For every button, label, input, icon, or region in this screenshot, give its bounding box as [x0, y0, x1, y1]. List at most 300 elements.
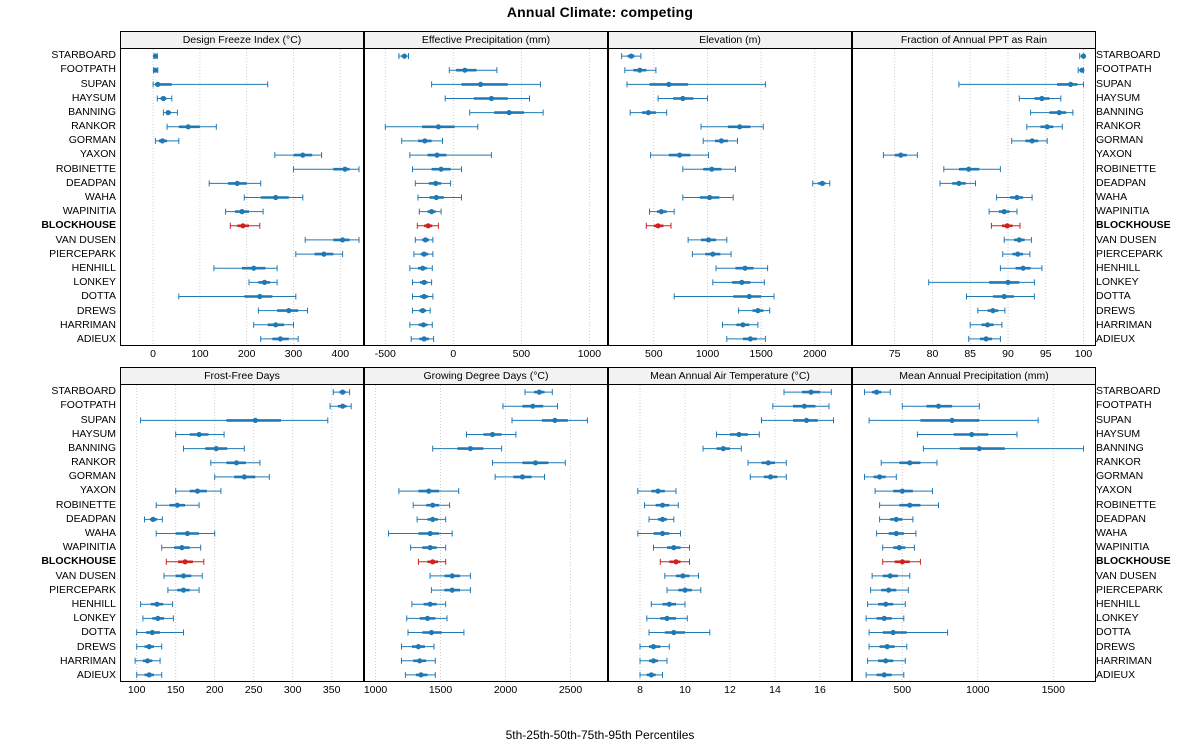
box-row — [137, 630, 184, 636]
box-row — [713, 279, 765, 285]
x-axis — [853, 685, 1095, 701]
box-row — [649, 630, 710, 636]
site-label: ADIEUX — [76, 332, 116, 345]
axis-tick-label: 1500 — [428, 684, 453, 696]
box-row — [525, 389, 552, 395]
axis-tick-label: 0 — [150, 348, 157, 360]
box-row — [164, 573, 202, 579]
box-row — [703, 446, 741, 452]
axis-tick-label: 100 — [127, 684, 146, 696]
box-row — [214, 265, 277, 271]
plot-area — [365, 385, 607, 683]
site-label: RANKOR — [1096, 120, 1141, 132]
panel-title: Mean Annual Air Temperature (°C) — [650, 370, 810, 382]
site-label: VAN DUSEN — [1096, 233, 1157, 246]
box-row — [176, 488, 221, 494]
box-row — [402, 138, 443, 144]
box-row — [902, 403, 979, 409]
box-row — [389, 531, 453, 537]
panel-title: Effective Precipitation (mm) — [421, 34, 551, 46]
box-row — [230, 223, 259, 229]
box-row — [716, 265, 768, 271]
box-row — [410, 265, 433, 271]
chart-panel-5 — [120, 367, 364, 682]
box-row — [667, 587, 701, 593]
site-label: ADIEUX — [1096, 332, 1136, 345]
box-row — [418, 559, 445, 565]
axis-tick-label: 350 — [322, 684, 341, 696]
box-row — [991, 223, 1020, 229]
plot-area — [609, 49, 851, 347]
x-axis — [365, 685, 607, 701]
x-axis — [121, 685, 363, 701]
site-label: DREWS — [1096, 304, 1136, 317]
site-label: STARBOARD — [1096, 49, 1161, 62]
site-label: HARRIMAN — [59, 654, 116, 667]
axis-tick-label: -500 — [374, 348, 396, 360]
axis-tick-label: 8 — [637, 684, 643, 696]
site-label: HAYSUM — [71, 427, 116, 440]
panel-title-bar — [853, 368, 1095, 385]
site-label: DREWS — [1096, 640, 1136, 653]
box-row — [997, 195, 1033, 201]
footer-caption: 5th-25th-50th-75th-95th Percentiles — [505, 728, 695, 742]
axis-tick-label: 500 — [645, 348, 663, 360]
x-axis — [609, 685, 851, 701]
axis-tick-label: 100 — [191, 348, 209, 360]
axis-tick-label: 1500 — [749, 348, 773, 360]
box-row — [493, 460, 566, 466]
box-row — [883, 152, 917, 158]
box-row — [405, 672, 435, 678]
axis-tick-label: 75 — [888, 348, 901, 360]
box-row — [880, 516, 913, 522]
box-row — [622, 53, 641, 59]
box-row — [414, 251, 433, 257]
box-row — [640, 658, 667, 664]
axis-tick-label: 500 — [893, 684, 912, 696]
box-row — [419, 209, 441, 215]
box-row — [877, 531, 916, 537]
box-row — [1019, 96, 1061, 102]
box-row — [415, 237, 433, 243]
axis-tick-label: 10 — [679, 684, 691, 696]
box-row — [156, 531, 215, 537]
site-label: PIERCEPARK — [1096, 583, 1163, 596]
box-row — [649, 516, 674, 522]
box-row — [418, 195, 462, 201]
box-row — [402, 644, 435, 650]
site-label: WAPINITIA — [1096, 205, 1150, 218]
site-label: HARRIMAN — [59, 318, 116, 331]
panel-title: Elevation (m) — [699, 34, 761, 46]
site-label: YAXON — [80, 484, 116, 497]
site-label-column-right — [1096, 48, 1196, 346]
site-label: HENHILL — [1096, 262, 1141, 274]
site-label: WAPINITIA — [1096, 541, 1150, 554]
box-row — [625, 67, 656, 73]
box-row — [627, 81, 765, 87]
panel-title-bar — [853, 32, 1095, 49]
axis-tick-label: 300 — [284, 348, 303, 360]
panel-title-bar — [609, 368, 851, 385]
site-label: WAHA — [84, 527, 116, 539]
box-row — [333, 389, 349, 395]
box-row — [650, 209, 675, 215]
box-row — [869, 630, 948, 636]
box-row — [875, 488, 932, 494]
box-row — [261, 336, 299, 342]
axis-tick-label: 1000 — [966, 684, 990, 696]
box-row — [176, 432, 224, 438]
site-label: ROBINETTE — [55, 498, 116, 511]
box-row — [654, 545, 690, 551]
box-row — [413, 502, 449, 508]
chart-panel-3 — [608, 31, 852, 346]
chart-panel-4 — [852, 31, 1096, 346]
box-row — [923, 446, 1083, 452]
box-row — [665, 573, 699, 579]
box-row — [249, 279, 277, 285]
site-label: PIERCEPARK — [49, 583, 116, 596]
box-row — [1078, 67, 1084, 73]
box-row — [254, 322, 294, 328]
site-label: STARBOARD — [51, 49, 116, 62]
box-row — [141, 601, 173, 607]
box-row — [141, 417, 328, 423]
site-label: HARRIMAN — [1096, 318, 1153, 331]
box-row — [294, 166, 360, 172]
box-row — [881, 460, 937, 466]
plot-area — [853, 49, 1095, 347]
x-axis — [121, 349, 363, 365]
site-label-column-left — [0, 48, 116, 346]
box-row — [411, 336, 433, 342]
panel-title-bar — [365, 368, 607, 385]
box-row — [868, 658, 906, 664]
box-row — [883, 545, 915, 551]
site-label-column-left — [0, 384, 116, 682]
box-row — [166, 559, 204, 565]
site-label: DEADPAN — [1096, 512, 1146, 525]
site-label: VAN DUSEN — [55, 233, 116, 246]
box-row — [989, 209, 1017, 215]
box-row — [215, 474, 270, 480]
x-axis — [365, 349, 607, 365]
x-axis — [609, 349, 851, 365]
box-row — [153, 67, 158, 73]
box-row — [880, 502, 939, 508]
box-row — [1000, 265, 1042, 271]
box-row — [727, 336, 766, 342]
box-row — [449, 67, 497, 73]
site-label: FOOTPATH — [60, 63, 116, 76]
box-row — [674, 294, 774, 300]
box-row — [155, 138, 178, 144]
axis-tick-label: 0 — [450, 348, 457, 360]
box-row — [959, 81, 1084, 87]
site-label: LONKEY — [73, 276, 116, 289]
box-row — [415, 180, 450, 186]
box-row — [866, 615, 904, 621]
axis-tick-label: 1000 — [577, 348, 602, 360]
site-label: GORMAN — [1096, 134, 1144, 147]
axis-tick-label: 95 — [1039, 348, 1052, 360]
site-label: SUPAN — [80, 413, 116, 426]
chart-panel-1 — [120, 31, 364, 346]
site-label: FOOTPATH — [60, 399, 116, 412]
box-row — [402, 658, 436, 664]
box-row — [431, 587, 470, 593]
box-row — [413, 308, 431, 314]
site-label: BANNING — [1096, 105, 1144, 118]
box-row — [869, 644, 907, 650]
box-row — [162, 545, 201, 551]
box-row — [683, 166, 736, 172]
site-label: YAXON — [80, 148, 116, 161]
box-row — [748, 460, 786, 466]
site-label: SUPAN — [80, 77, 116, 90]
site-label: DEADPAN — [66, 176, 116, 189]
site-label-column-right — [1096, 384, 1196, 682]
chart-panel-2 — [364, 31, 608, 346]
panel-title: Growing Degree Days (°C) — [423, 370, 549, 382]
box-row — [1003, 251, 1030, 257]
site-label: RANKOR — [1096, 456, 1141, 468]
axis-tick-label: 1000 — [363, 684, 388, 696]
site-label: LONKEY — [1096, 612, 1139, 625]
axis-tick-label: 100 — [1074, 348, 1093, 360]
box-row — [1080, 53, 1086, 59]
site-label: GORMAN — [1096, 470, 1144, 483]
box-row — [330, 403, 351, 409]
axis-tick-label: 1500 — [1041, 684, 1065, 696]
chart-panel-8 — [852, 367, 1096, 682]
box-row — [883, 559, 921, 565]
chart-panel-6 — [364, 367, 608, 682]
box-row — [703, 138, 737, 144]
box-row — [413, 294, 433, 300]
box-row — [645, 502, 679, 508]
site-label: ADIEUX — [1096, 668, 1136, 681]
site-label: BANNING — [68, 441, 116, 454]
box-row — [1027, 124, 1063, 130]
box-row — [411, 545, 446, 551]
box-row — [179, 294, 296, 300]
site-label: ROBINETTE — [1096, 162, 1157, 175]
site-label: SUPAN — [1096, 77, 1132, 90]
box-row — [917, 432, 1017, 438]
plot-area — [121, 385, 363, 683]
box-row — [978, 308, 1005, 314]
box-row — [929, 279, 1035, 285]
box-row — [157, 96, 172, 102]
site-label: RANKOR — [71, 120, 116, 132]
box-row — [692, 251, 731, 257]
axis-tick-label: 85 — [964, 348, 977, 360]
axis-tick-label: 2000 — [803, 348, 827, 360]
box-row — [153, 53, 158, 59]
box-row — [630, 110, 667, 116]
box-row — [417, 516, 446, 522]
panel-title-bar — [365, 32, 607, 49]
box-row — [640, 644, 669, 650]
box-row — [495, 474, 544, 480]
site-label: DEADPAN — [66, 512, 116, 525]
site-label: DREWS — [76, 304, 116, 317]
axis-tick-label: 14 — [769, 684, 781, 696]
box-row — [967, 294, 1035, 300]
box-row — [410, 152, 492, 158]
site-label: WAHA — [1096, 527, 1128, 539]
box-row — [467, 432, 516, 438]
panel-title: Fraction of Annual PPT as Rain — [900, 34, 1048, 46]
box-row — [145, 516, 163, 522]
site-label: RANKOR — [71, 456, 116, 468]
panel-title: Design Freeze Index (°C) — [182, 34, 302, 46]
box-row — [184, 446, 245, 452]
site-label: LONKEY — [73, 612, 116, 625]
axis-tick-label: 16 — [814, 684, 826, 696]
axis-tick-label: 200 — [205, 684, 224, 696]
box-row — [651, 601, 685, 607]
box-row — [866, 672, 904, 678]
plot-area — [121, 49, 363, 347]
site-label: FOOTPATH — [1096, 399, 1152, 412]
site-label: WAHA — [1096, 191, 1128, 203]
box-row — [408, 630, 464, 636]
box-row — [1012, 138, 1047, 144]
box-row — [646, 223, 671, 229]
box-row — [865, 389, 891, 395]
box-row — [784, 389, 831, 395]
site-label: GORMAN — [68, 470, 116, 483]
site-label: HENHILL — [1096, 598, 1141, 610]
site-label: HAYSUM — [1096, 91, 1141, 104]
box-row — [244, 195, 302, 201]
site-label: DREWS — [76, 640, 116, 653]
site-label: DOTTA — [81, 626, 116, 639]
axis-tick-label: 400 — [331, 348, 350, 360]
box-row — [156, 502, 199, 508]
site-label: ADIEUX — [76, 668, 116, 681]
box-row — [305, 237, 359, 243]
site-label: BLOCKHOUSE — [41, 219, 116, 232]
panel-title-bar — [121, 368, 363, 385]
box-row — [135, 658, 160, 664]
axis-tick-label: 1000 — [695, 348, 720, 360]
site-label: BLOCKHOUSE — [41, 555, 116, 568]
box-row — [773, 403, 829, 409]
axis-tick-label: 200 — [237, 348, 256, 360]
site-label: WAPINITIA — [62, 541, 116, 554]
box-row — [869, 417, 1038, 423]
site-label: HAYSUM — [1096, 427, 1141, 440]
site-label: HARRIMAN — [1096, 654, 1153, 667]
site-label: DOTTA — [81, 290, 116, 303]
box-row — [969, 336, 1001, 342]
site-label: YAXON — [1096, 148, 1132, 161]
site-label: DOTTA — [1096, 626, 1131, 639]
box-row — [153, 81, 268, 87]
box-row — [512, 417, 587, 423]
box-row — [143, 615, 174, 621]
box-row — [258, 308, 307, 314]
site-label: GORMAN — [68, 134, 116, 147]
box-row — [739, 308, 770, 314]
axis-tick-label: 80 — [926, 348, 939, 360]
box-row — [445, 96, 529, 102]
site-label: WAHA — [84, 191, 116, 203]
axis-tick-label: 300 — [283, 684, 302, 696]
box-row — [723, 322, 758, 328]
site-label: BLOCKHOUSE — [1096, 555, 1171, 568]
box-row — [503, 403, 558, 409]
box-row — [970, 322, 1002, 328]
plot-area — [365, 49, 607, 347]
axis-tick-label: 150 — [166, 684, 185, 696]
box-row — [413, 279, 432, 285]
box-row — [296, 251, 343, 257]
site-label: HENHILL — [71, 598, 116, 610]
site-label: ROBINETTE — [55, 162, 116, 175]
site-label: HAYSUM — [71, 91, 116, 104]
box-row — [399, 488, 459, 494]
box-row — [762, 417, 834, 423]
site-label: STARBOARD — [1096, 385, 1161, 398]
chart-panel-7 — [608, 367, 852, 682]
box-row — [399, 53, 409, 59]
site-label: YAXON — [1096, 484, 1132, 497]
box-row — [275, 152, 322, 158]
site-label: VAN DUSEN — [55, 569, 116, 582]
box-row — [168, 587, 199, 593]
box-row — [432, 81, 541, 87]
box-row — [638, 488, 676, 494]
axis-tick-label: 2000 — [493, 684, 518, 696]
panel-title-bar — [609, 32, 851, 49]
box-row — [163, 110, 177, 116]
box-row — [717, 432, 760, 438]
box-row — [430, 573, 470, 579]
box-row — [868, 601, 906, 607]
plot-area — [609, 385, 851, 683]
box-row — [944, 166, 1001, 172]
panel-title: Frost-Free Days — [204, 370, 280, 382]
box-row — [688, 237, 727, 243]
box-row — [872, 573, 910, 579]
box-row — [137, 644, 162, 650]
site-label: BANNING — [68, 105, 116, 118]
axis-tick-label: 250 — [244, 684, 263, 696]
axis-tick-label: 90 — [1002, 348, 1014, 360]
box-row — [470, 110, 543, 116]
site-label: BLOCKHOUSE — [1096, 219, 1171, 232]
box-row — [410, 322, 433, 328]
box-row — [385, 124, 478, 130]
site-label: FOOTPATH — [1096, 63, 1152, 76]
site-label: LONKEY — [1096, 276, 1139, 289]
box-row — [412, 601, 446, 607]
box-row — [226, 209, 264, 215]
site-label: VAN DUSEN — [1096, 569, 1157, 582]
box-row — [638, 531, 681, 537]
box-row — [658, 96, 707, 102]
site-label: PIERCEPARK — [49, 247, 116, 260]
box-row — [209, 180, 261, 186]
box-row — [433, 446, 502, 452]
box-row — [167, 124, 216, 130]
